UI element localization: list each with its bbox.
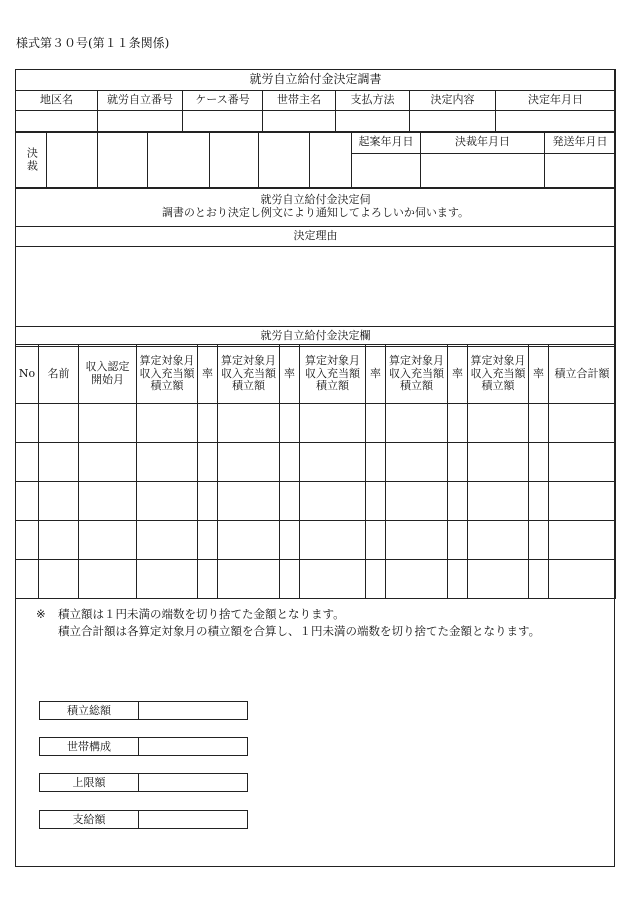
col-decision-date: 決定年月日: [496, 91, 616, 111]
table-cell[interactable]: [448, 560, 468, 599]
table-cell[interactable]: [280, 560, 300, 599]
payment-method-field[interactable]: [336, 111, 410, 133]
upper-limit-box: [39, 773, 248, 792]
jiritsu-number-field[interactable]: [98, 111, 183, 133]
col-target-line3: 積立額: [150, 379, 184, 393]
approval-stamp-1[interactable]: [47, 132, 98, 189]
table-cell[interactable]: [366, 560, 386, 599]
table-cell[interactable]: [16, 521, 39, 560]
col-rate-5: 率: [529, 345, 549, 404]
col-target-line3: 積立額: [232, 379, 265, 393]
table-cell[interactable]: [280, 404, 300, 443]
household-composition-box: [39, 737, 248, 756]
table-cell[interactable]: [366, 521, 386, 560]
col-payment-method: 支払方法: [336, 91, 410, 111]
householder-field[interactable]: [263, 111, 336, 133]
district-field[interactable]: [16, 111, 98, 133]
table-cell[interactable]: [549, 443, 616, 482]
table-cell[interactable]: [198, 482, 218, 521]
approval-stamp-5[interactable]: [259, 132, 310, 189]
table-cell[interactable]: [529, 443, 549, 482]
table-cell[interactable]: [79, 404, 137, 443]
col-target-line2: 収入充当額: [389, 366, 444, 380]
table-cell[interactable]: [39, 443, 79, 482]
col-start-month-line2: 開始月: [91, 373, 124, 386]
note-line-1: 積立額は１円未満の端数を切り捨てた金額となります。: [58, 607, 345, 621]
approval-stamp-4[interactable]: [210, 132, 259, 189]
payment-amount-field[interactable]: [139, 811, 247, 828]
table-cell[interactable]: [79, 482, 137, 521]
col-decision-content: 決定内容: [410, 91, 496, 111]
col-case-number: ケース番号: [183, 91, 263, 111]
form-number: 様式第３０号(第１１条関係): [16, 36, 170, 50]
table-row: [16, 521, 616, 560]
reason-title: 決定理由: [16, 227, 616, 247]
table-cell[interactable]: [198, 443, 218, 482]
table-cell[interactable]: [386, 482, 448, 521]
approval-stamp-6[interactable]: [310, 132, 352, 189]
upper-limit-field[interactable]: [139, 774, 247, 791]
col-target-line1: 算定対象月: [221, 354, 276, 368]
table-cell[interactable]: [300, 443, 366, 482]
table-cell[interactable]: [198, 521, 218, 560]
table-cell[interactable]: [529, 404, 549, 443]
table-cell[interactable]: [549, 521, 616, 560]
table-cell[interactable]: [137, 443, 198, 482]
col-target-line1: 算定対象月: [389, 354, 444, 368]
col-start-month-line1: 収入認定: [85, 360, 130, 374]
table-cell[interactable]: [198, 404, 218, 443]
table-cell[interactable]: [218, 482, 280, 521]
table-cell[interactable]: [300, 560, 366, 599]
col-rate-4: 率: [448, 345, 468, 404]
table-cell[interactable]: [198, 560, 218, 599]
drafted-date-label: 起案年月日: [352, 132, 421, 154]
total-savings-field[interactable]: [139, 702, 247, 719]
table-cell[interactable]: [16, 482, 39, 521]
col-target-2: [218, 345, 280, 404]
reason-field[interactable]: [16, 247, 616, 327]
decision-date-field[interactable]: [496, 111, 616, 133]
table-cell[interactable]: [366, 443, 386, 482]
payment-amount-box: [39, 810, 248, 829]
sent-date-label: 発送年月日: [545, 132, 616, 154]
approval-stamp-2[interactable]: [98, 132, 148, 189]
table-cell[interactable]: [300, 521, 366, 560]
table-cell[interactable]: [549, 560, 616, 599]
decision-content-field[interactable]: [410, 111, 496, 133]
table-cell[interactable]: [529, 560, 549, 599]
col-no: No: [16, 345, 39, 404]
upper-limit-label: 上限額: [40, 774, 139, 791]
header-table: [15, 69, 616, 133]
table-cell[interactable]: [39, 404, 79, 443]
table-cell[interactable]: [280, 482, 300, 521]
table-cell[interactable]: [549, 404, 616, 443]
col-rate-2: 率: [280, 345, 300, 404]
table-cell[interactable]: [79, 560, 137, 599]
decision-section-title: 就労自立給付金決定欄: [16, 327, 616, 347]
request-text: 調書のとおり決定し例文により通知してよろしいか伺います。: [161, 206, 470, 219]
col-target-line2: 収入充当額: [221, 366, 276, 380]
table-cell[interactable]: [448, 521, 468, 560]
decision-table: [15, 344, 616, 599]
col-target-4: [386, 345, 448, 404]
col-target-line2: 収入充当額: [305, 366, 360, 380]
table-cell[interactable]: [386, 560, 448, 599]
col-jiritsu-number: 就労自立番号: [98, 91, 183, 111]
table-cell[interactable]: [468, 560, 529, 599]
table-cell[interactable]: [468, 404, 529, 443]
table-cell[interactable]: [300, 404, 366, 443]
col-target-5: [468, 345, 529, 404]
household-composition-field[interactable]: [139, 738, 247, 755]
table-cell[interactable]: [16, 404, 39, 443]
table-cell[interactable]: [39, 521, 79, 560]
table-cell[interactable]: [16, 443, 39, 482]
table-cell[interactable]: [137, 521, 198, 560]
request-title: 就労自立給付金決定伺: [260, 193, 371, 207]
table-cell[interactable]: [386, 521, 448, 560]
table-cell[interactable]: [448, 404, 468, 443]
table-cell[interactable]: [529, 482, 549, 521]
table-cell[interactable]: [300, 482, 366, 521]
col-target-line2: 収入充当額: [470, 366, 526, 380]
col-target-line1: 算定対象月: [305, 354, 360, 368]
note-line-2: 積立合計額は各算定対象月の積立額を合算し、１円未満の端数を切り捨てた金額となります。: [58, 624, 541, 638]
approval-label: 決裁: [16, 132, 47, 189]
table-row: [16, 404, 616, 443]
table-cell[interactable]: [280, 443, 300, 482]
approval-table: [15, 131, 616, 189]
table-cell[interactable]: [137, 560, 198, 599]
request-table: [15, 187, 616, 347]
table-cell[interactable]: [468, 521, 529, 560]
table-cell[interactable]: [218, 521, 280, 560]
col-target-3: [300, 345, 366, 404]
decision-rows: [16, 404, 616, 599]
col-total: 積立合計額: [549, 345, 616, 404]
col-district: 地区名: [16, 91, 98, 111]
drafted-date-field[interactable]: [352, 154, 421, 189]
table-row: [16, 560, 616, 599]
col-target-line1: 算定対象月: [139, 354, 195, 368]
table-cell[interactable]: [448, 443, 468, 482]
approval-stamp-3[interactable]: [148, 132, 210, 189]
table-cell[interactable]: [448, 482, 468, 521]
table-cell[interactable]: [386, 443, 448, 482]
col-target-line3: 積立額: [400, 379, 433, 393]
request-block: [16, 188, 616, 227]
table-cell[interactable]: [218, 560, 280, 599]
table-row: [16, 482, 616, 521]
col-target-line3: 積立額: [481, 379, 515, 393]
table-cell[interactable]: [218, 404, 280, 443]
total-savings-label: 積立総額: [40, 702, 139, 719]
table-cell[interactable]: [529, 521, 549, 560]
col-start-month: [79, 345, 137, 404]
total-savings-box: [39, 701, 248, 720]
col-householder: 世帯主名: [263, 91, 336, 111]
table-cell[interactable]: [549, 482, 616, 521]
table-cell[interactable]: [79, 443, 137, 482]
form-title: 就労自立給付金決定調書: [16, 70, 616, 91]
col-rate-3: 率: [366, 345, 386, 404]
payment-amount-label: 支給額: [40, 811, 139, 828]
approved-date-label: 決裁年月日: [421, 132, 545, 154]
household-composition-label: 世帯構成: [40, 738, 139, 755]
table-cell[interactable]: [218, 443, 280, 482]
table-cell[interactable]: [280, 521, 300, 560]
note-mark: ※: [36, 607, 46, 621]
table-cell[interactable]: [137, 482, 198, 521]
notes: [36, 606, 540, 640]
table-cell[interactable]: [468, 482, 529, 521]
col-target-1: [137, 345, 198, 404]
table-row: [16, 443, 616, 482]
table-cell[interactable]: [386, 404, 448, 443]
approved-date-field[interactable]: [421, 154, 545, 189]
table-cell[interactable]: [468, 443, 529, 482]
table-cell[interactable]: [366, 482, 386, 521]
col-rate-1: 率: [198, 345, 218, 404]
col-target-line2: 収入充当額: [139, 366, 195, 380]
case-number-field[interactable]: [183, 111, 263, 133]
table-cell[interactable]: [137, 404, 198, 443]
table-cell[interactable]: [366, 404, 386, 443]
table-cell[interactable]: [16, 560, 39, 599]
col-name: 名前: [39, 345, 79, 404]
col-target-line1: 算定対象月: [470, 354, 526, 368]
sent-date-field[interactable]: [545, 154, 616, 189]
table-cell[interactable]: [79, 521, 137, 560]
table-cell[interactable]: [39, 482, 79, 521]
table-cell[interactable]: [39, 560, 79, 599]
col-target-line3: 積立額: [316, 379, 349, 393]
